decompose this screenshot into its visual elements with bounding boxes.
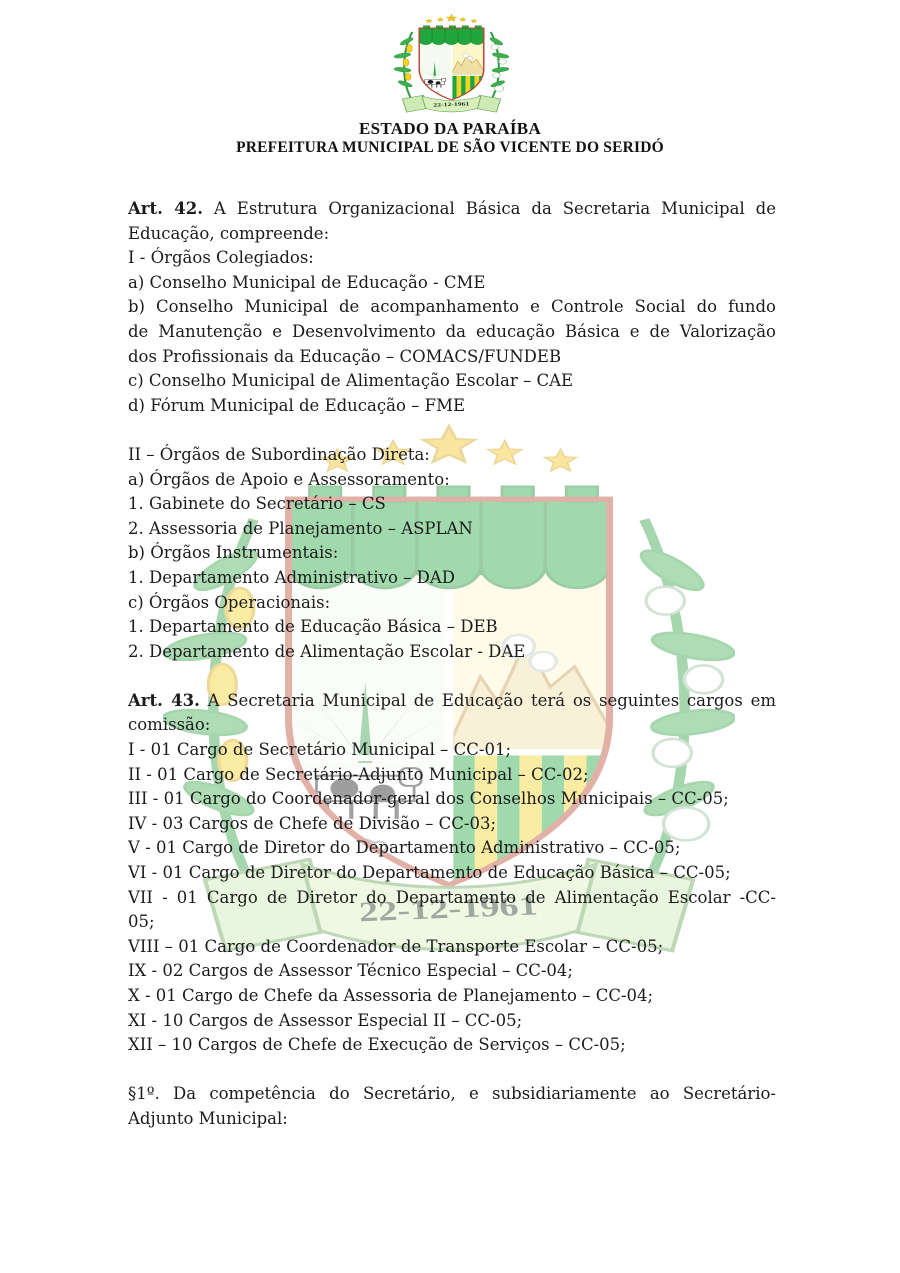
text-line: b) Conselho Municipal de acompanhamento e Controle Social do fundo [128, 297, 776, 317]
text-line: VI - 01 Cargo de Diretor do Departamento de Educação Básica – CC-05; [128, 863, 731, 883]
text-line: VII - 01 Cargo de Diretor do Departamento de Alimentação Escolar -CC- [128, 887, 776, 907]
coat-of-arms [394, 13, 509, 115]
article-label: Art. 42. [128, 199, 203, 218]
text-line: IV - 03 Cargos de Chefe de Divisão – CC-03; [128, 813, 497, 833]
text-line: 2. Assessoria de Planejamento – ASPLAN [128, 518, 473, 538]
blank-line [128, 664, 776, 689]
text-line: XI - 10 Cargos de Assessor Especial II – CC-05; [128, 1010, 523, 1030]
text-line: c) Conselho Municipal de Alimentação Escolar – CAE [128, 371, 574, 391]
text-line: Art. 42. A Estrutura Organizacional Básica da Secretaria Municipal de [128, 199, 776, 218]
text-line: 1. Departamento de Educação Básica – DEB [128, 617, 498, 637]
text-line: V - 01 Cargo de Diretor do Departamento Administrativo – CC-05; [128, 838, 681, 858]
text-line: dos Profissionais da Educação – COMACS/FUNDEB [128, 346, 562, 366]
text-line: §1º. Da competência do Secretário, e subsidiariamente ao Secretário- [128, 1084, 776, 1104]
text-line: a) Conselho Municipal de Educação - CME [128, 272, 486, 292]
blank-line [128, 418, 776, 443]
document-header [0, 118, 900, 157]
text-line: II - 01 Cargo de Secretário-Adjunto Municipal – CC-02; [128, 764, 589, 784]
text-line: comissão: [128, 715, 211, 735]
article-label: Art. 43. [128, 690, 200, 710]
text-line: a) Órgãos de Apoio e Assessoramento: [128, 469, 450, 489]
text-line: III - 01 Cargo do Coordenador-geral dos Conselhos Municipais – CC-05; [128, 789, 729, 809]
text-line: X - 01 Cargo de Chefe da Assessoria de Planejamento – CC-04; [128, 986, 654, 1005]
document-body [128, 197, 776, 1132]
blank-line [128, 1058, 776, 1083]
text-line: c) Órgãos Operacionais: [128, 592, 331, 612]
text-line: 2. Departamento de Alimentação Escolar - DAE [128, 641, 526, 661]
text-line: II – Órgãos de Subordinação Direta: [128, 444, 430, 464]
text-line: I - Órgãos Colegiados: [128, 248, 314, 268]
header-state-title: ESTADO DA PARAÍBA [358, 119, 542, 138]
text-line: Art. 43. A Secretaria Municipal de Educação terá os seguintes cargos em [128, 690, 776, 710]
text-line: de Manutenção e Desenvolvimento da educação Básica e de Valorização [128, 321, 776, 341]
text-line: Educação, compreende: [128, 223, 330, 243]
text-line: XII – 10 Cargos de Chefe de Execução de Serviços – CC-05; [128, 1035, 626, 1055]
text-line: VIII – 01 Cargo de Coordenador de Transporte Escolar – CC-05; [128, 936, 664, 956]
header-municipality-title: PREFEITURA MUNICIPAL DE SÃO VICENTE DO SERIDÓ [236, 139, 664, 156]
text-line: Adjunto Municipal: [128, 1108, 288, 1128]
text-line: 1. Departamento Administrativo – DAD [128, 567, 455, 587]
text-line: I - 01 Cargo de Secretário Municipal – CC-01; [128, 740, 511, 760]
text-line: IX - 02 Cargos de Assessor Técnico Especial – CC-04; [128, 961, 573, 981]
text-line: b) Órgãos Instrumentais: [128, 543, 339, 563]
text-line: 05; [128, 912, 155, 932]
text-line: d) Fórum Municipal de Educação – FME [128, 395, 466, 415]
text-line: 1. Gabinete do Secretário – CS [128, 494, 386, 514]
